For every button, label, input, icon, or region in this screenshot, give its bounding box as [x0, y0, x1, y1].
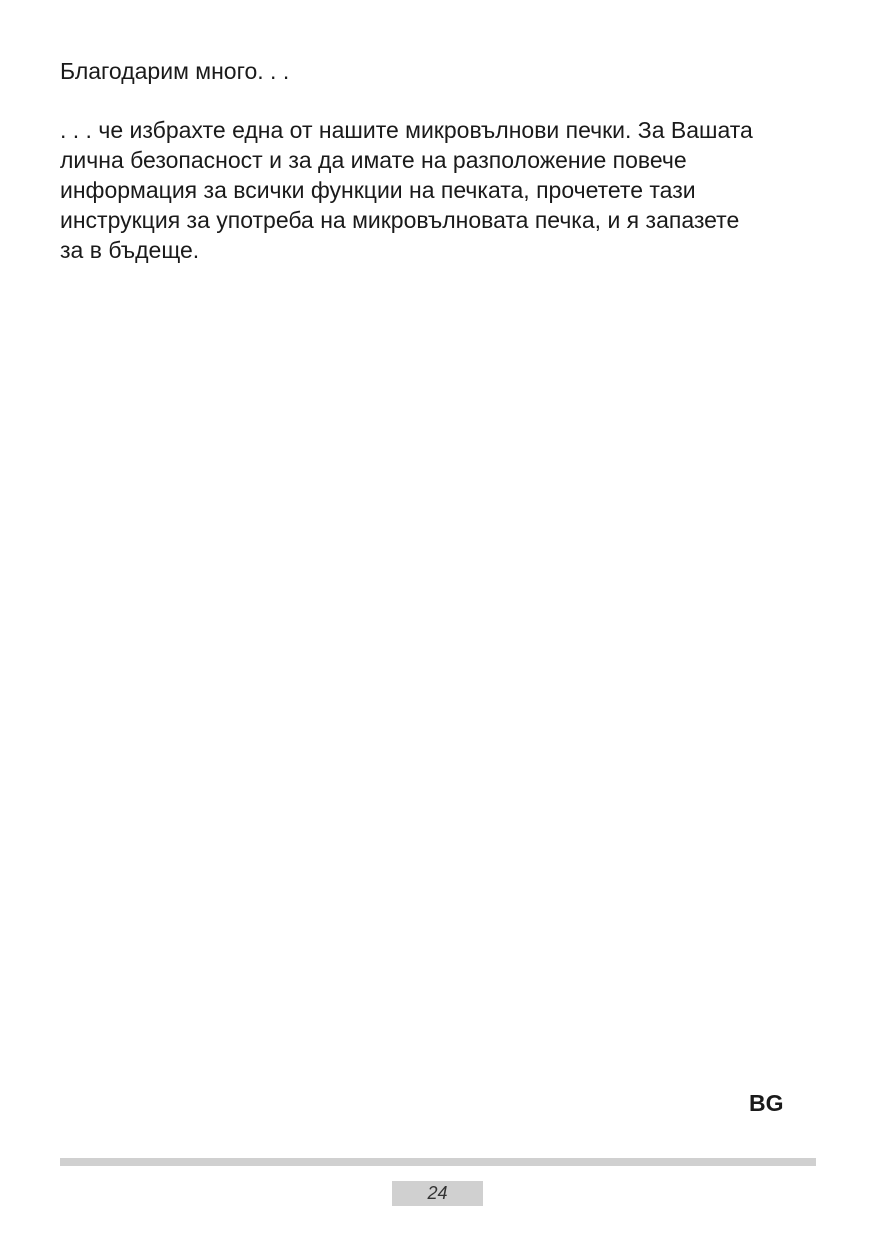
- intro-line: лична безопасност и за да имате на разположение повече: [60, 147, 687, 173]
- page-number: 24: [427, 1183, 448, 1203]
- intro-line: информация за всички функции на печката, прочетете тази: [60, 177, 696, 203]
- intro-line: за в бъдеще.: [60, 237, 200, 263]
- page-number-box: [392, 1181, 483, 1206]
- intro-paragraph: [60, 115, 820, 265]
- greeting-heading: Благодарим много. . .: [60, 58, 290, 84]
- language-code-label: BG: [749, 1090, 784, 1116]
- intro-line: инструкция за употреба на микровълновата печка, и я запазете: [60, 207, 740, 233]
- intro-line: . . . че избрахте една от нашите микровълнови печки. За Вашата: [60, 117, 753, 143]
- footer-divider: [60, 1158, 816, 1166]
